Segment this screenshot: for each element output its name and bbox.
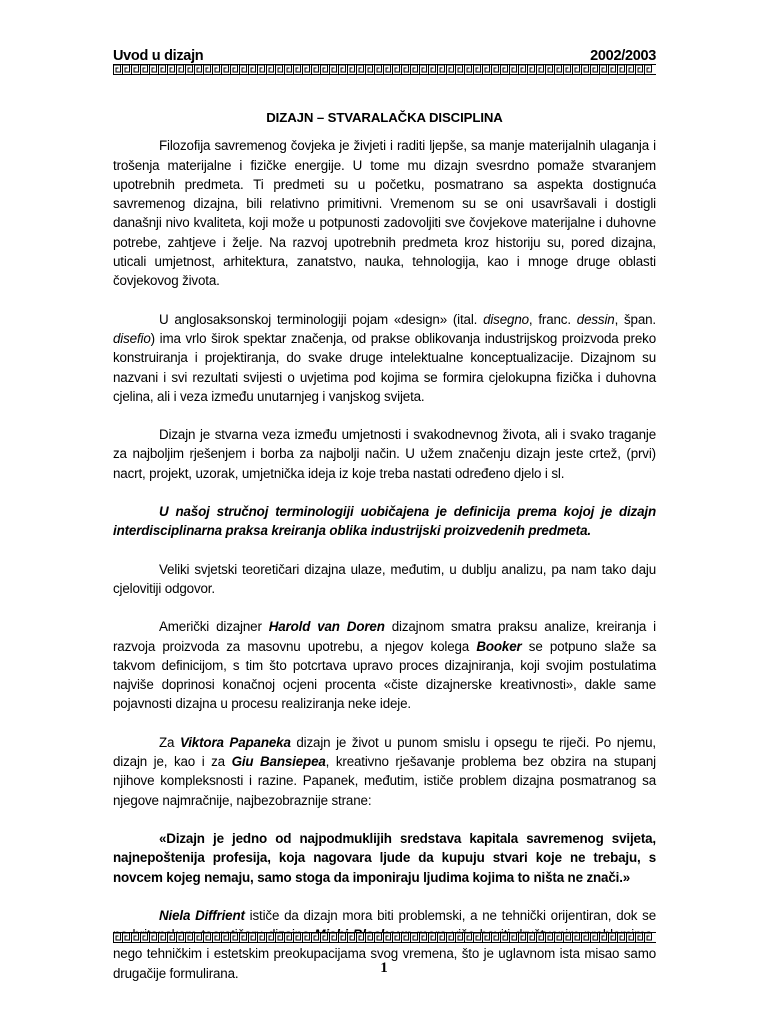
header-academic-year: 2002/2003 <box>590 48 656 64</box>
document-body <box>113 108 656 1002</box>
paragraph-6: Američki dizajner Harold van Doren dizajnom smatra praksu analize, kreiranja i razvoja proizvoda za masovnu upotrebu, a njegov kolega Booker se potpuno slaže sa takvom definicijom, s tim što potcrtava upravo proces dizajniranja, koji svojim postulatima najviše doprinosi konačnoj ocjeni procenta «čiste dizajnerske kreativnosti», dakle same pojavnosti dizajna u procesu realiziranja neke ideje. <box>113 619 656 712</box>
header-course-title: Uvod u dizajn <box>113 48 204 64</box>
paragraph-5: Veliki svjetski teoretičari dizajna ulaze, međutim, u dublju analizu, pa nam tako daju cjelovitiji odgovor. <box>113 561 656 596</box>
page-header <box>113 44 656 66</box>
paragraph-1: Filozofija savremenog čovjeka je živjeti i raditi ljepše, sa manje materijalnih ulaganja i trošenja materijalne i fizičke energije. U tome mu dizajn svesrdno pomaže stvaranjem upotrebnih predmeta. Ti predmeti su u početku, posmatrano sa aspekta dostignuća savremenog dizajna, bili relativno primitivni. Vremenom su se oni usavršavali i dostigli današnji nivo kvaliteta, koji može u potpunosti zadovoljiti sve čovjekove materijalne i duhovne potrebe, zahtjeve i želje. Na razvoj upotrebnih predmeta kroz historiju su, pored dizajna, uticali umjetnost, arhitektura, zanatstvo, nauka, tehnologija, kao i mnoge druge oblasti čovjekovog života. <box>113 138 656 289</box>
page-number: 1 <box>380 960 388 976</box>
paragraph-3: Dizajn je stvarna veza između umjetnosti i svakodnevnog života, ali i svako traganje za najboljim rješenjem i borba za najbolji način. U užem značenju dizajn jeste crtež, (prvi) nacrt, projekt, uzorak, umjetnička ideja iz koje treba nastati određeno djelo i sl. <box>113 427 656 481</box>
paragraph-definition: U našoj stručnoj terminologiji uobičajena je definicija prema kojoj je dizajn interdisciplinarna praksa kreiranja oblika industrijski proizvedenih predmeta. <box>113 504 656 539</box>
decorative-border-bottom <box>113 932 656 943</box>
paragraph-9: Niela Diffrient ističe da dizajn mora biti problemski, a ne tehnički orijentiran, dok se nego tehničkim i estetskim preokupacijama svog vremena, što je uglavnom ista misao samo drugačije formulirana. <box>113 907 656 981</box>
paragraph-7: Za Viktora Papaneka dizajn je život u punom smislu i opsegu te riječi. Po njemu, dizajn je, kao i za Giu Bansiepea, kreativno rješavanje problema bez obzira na stupanj njihove kompleksnosti i razine. Papanek, međutim, ističe problem dizajna posmatranog sa njegove najmračnije, najbezobraznije strane: <box>113 734 656 808</box>
paragraph-quote: «Dizajn je jedno od najpodmuklijih sredstava kapitala savremenog svijeta, najnepoštenija profesija, koja nagovara ljude da kupuju stvari koje ne trebaju, s novcem kojeg nemaju, samo stoga da imponiraju ljudima kojima to ništa ne znači.» <box>113 830 656 885</box>
paragraph-2: U anglosaksonskoj terminologiji pojam «design» (ital. disegno, franc. dessin, špan. disefio) ima vrlo širok spektar značenja, od prakse oblikovanja industrijskog proizvoda preko konstruiranja i projektiranja, do svake druge intelektualne konceptualizacije. Dizajnom su nazvani i svi rezultati svijesti o uvjetima pod kojima se formira cjelokupna fizička i duhovna cjelina, ali i veza između unutarnjeg i vanjskog svijeta. <box>113 311 656 404</box>
document-title: DIZAJN – STVARALAČKA DISCIPLINA <box>266 110 503 125</box>
decorative-border-top <box>113 64 656 75</box>
